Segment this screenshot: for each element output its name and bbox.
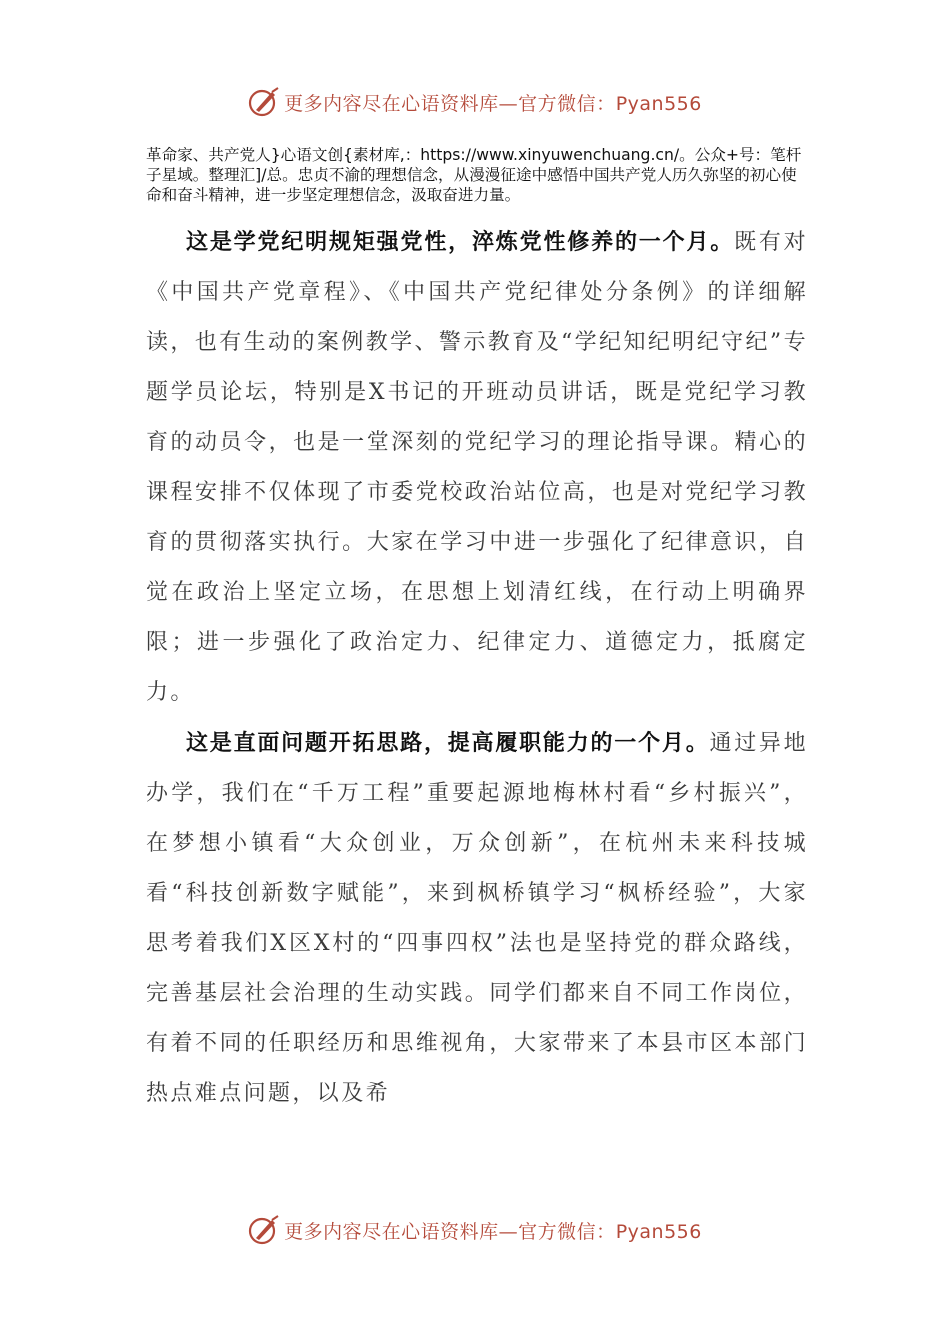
paragraph-1-body: 既有对《中国共产党章程》、《中国共产党纪律处分条例》的详细解读，也有生动的案例教学、警示教育及“学纪知纪明纪守纪”专题学员论坛，特别是X书记的开班动员讲话，既是党纪学习教育的动员令，也是一堂深刻的党纪学习的理论指导课。精心的课程安排不仅体现了市委党校政治站位高，也是对党纪学习教育的贯彻落实执行。大家在学习中进一步强化了纪律意识，自觉在政治上坚定立场，在思想上划清红线，在行动上明确界限；进一步强化了政治定力、纪律定力、道德定力，抵腐定力。 <box>146 230 808 705</box>
intro-text: 革命家、共产党人}心语文创{素材库,：https://www.xinyuwenchuang.cn/。公众+号：笔杆子星域。整理汇]/总。忠贞不渝的理想信念，从漫漫征途中感悟中国共产党人历久弥坚的初心使命和奋斗精神，进一步坚定理想信念，汲取奋进力量。 <box>146 146 802 204</box>
quill-logo-icon <box>248 86 280 118</box>
banner-wechat-label: 官方微信： <box>518 92 616 115</box>
banner-dash: — <box>498 92 519 115</box>
document-body <box>146 145 808 1119</box>
footer-banner <box>0 1213 950 1247</box>
banner-dash: — <box>498 1220 519 1243</box>
paragraph-2-lead: 这是直面问题开拓思路，提高履职能力的一个月。 <box>186 730 710 756</box>
quill-logo-icon <box>248 1214 280 1246</box>
banner-wechat-id: Pyan556 <box>615 1220 702 1243</box>
banner-wechat-label: 官方微信： <box>518 1220 616 1243</box>
paragraph-2 <box>146 718 808 1119</box>
paragraph-2-body: 通过异地办学，我们在“千万工程”重要起源地梅林村看“乡村振兴”，在梦想小镇看“大众创业，万众创新”，在杭州未来科技城看“科技创新数字赋能”，来到枫桥镇学习“枫桥经验”，大家思考着我们X区X村的“四事四权”法也是坚持党的群众路线，完善基层社会治理的生动实践。同学们都来自不同工作岗位，有着不同的任职经历和思维视角，大家带来了本县市区本部门热点难点问题，以及希 <box>146 731 808 1106</box>
paragraph-1-lead: 这是学党纪明规矩强党性，淬炼党性修养的一个月。 <box>186 229 735 255</box>
banner-brand: 更多内容尽在心语资料库 <box>284 92 499 115</box>
header-banner <box>0 85 950 119</box>
footer-banner-text <box>284 1217 702 1244</box>
paragraph-1 <box>146 217 808 718</box>
header-banner-text <box>284 89 702 116</box>
banner-brand: 更多内容尽在心语资料库 <box>284 1220 499 1243</box>
banner-wechat-id: Pyan556 <box>615 92 702 115</box>
